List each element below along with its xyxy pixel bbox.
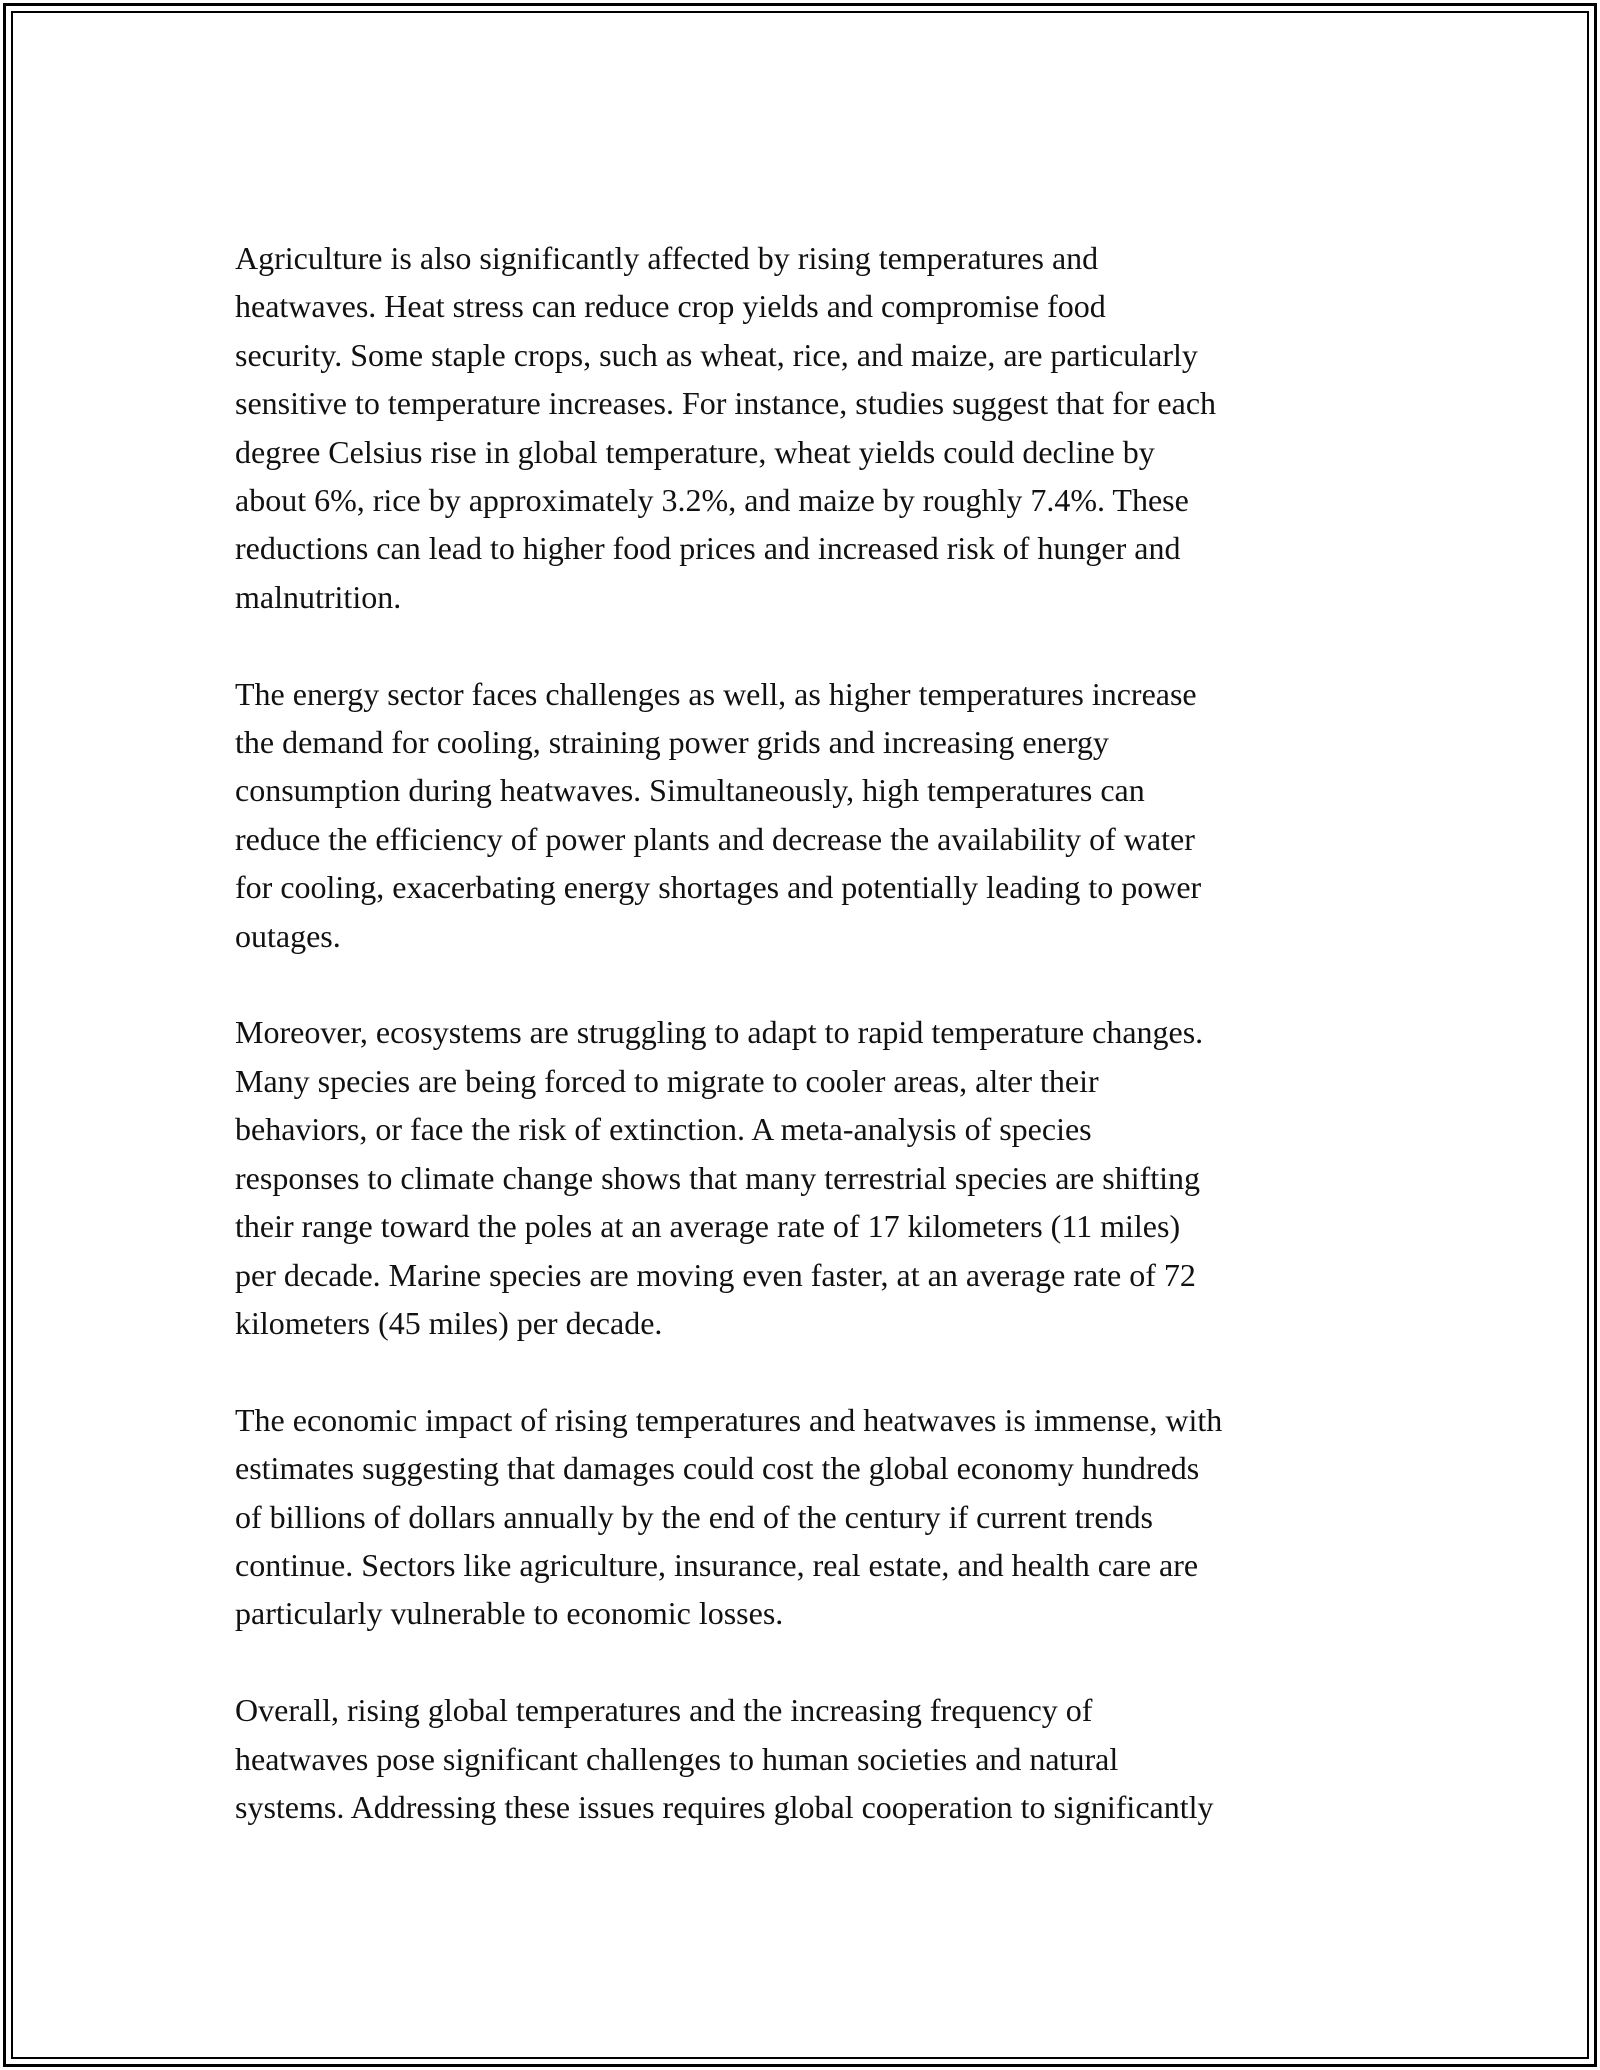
text-line: for cooling, exacerbating energy shortages and potentially leading to power xyxy=(235,869,1202,906)
text-line: reduce the efficiency of power plants and decrease the availability of water xyxy=(235,820,1195,857)
text-line: malnutrition. xyxy=(235,578,402,615)
text-line: heatwaves. Heat stress can reduce crop yields and compromise food xyxy=(235,288,1106,325)
text-line: about 6%, rice by approximately 3.2%, and maize by roughly 7.4%. These xyxy=(235,482,1189,519)
text-line: per decade. Marine species are moving even faster, at an average rate of 72 xyxy=(235,1256,1196,1293)
text-line: heatwaves pose significant challenges to human societies and natural xyxy=(235,1740,1119,1777)
text-line: reductions can lead to higher food prices and increased risk of hunger and xyxy=(235,530,1181,567)
text-line: security. Some staple crops, such as wheat, rice, and maize, are particularly xyxy=(235,336,1198,373)
paragraph-ecosystems xyxy=(235,1008,1375,1347)
text-line: The energy sector faces challenges as well, as higher temperatures increase xyxy=(235,675,1197,712)
text-line: of billions of dollars annually by the end of the century if current trends xyxy=(235,1498,1153,1535)
text-line: their range toward the poles at an average rate of 17 kilometers (11 miles) xyxy=(235,1208,1181,1245)
text-line: Many species are being forced to migrate to cooler areas, alter their xyxy=(235,1062,1099,1099)
text-line: sensitive to temperature increases. For instance, studies suggest that for each xyxy=(235,385,1217,422)
text-line: estimates suggesting that damages could cost the global economy hundreds xyxy=(235,1450,1200,1487)
text-line: behaviors, or face the risk of extinction. A meta-analysis of species xyxy=(235,1111,1092,1148)
text-line: the demand for cooling, straining power grids and increasing energy xyxy=(235,724,1109,761)
text-line: Agriculture is also significantly affected by rising temperatures and xyxy=(235,240,1099,276)
paragraph-energy xyxy=(235,670,1375,960)
text-line: Moreover, ecosystems are struggling to adapt to rapid temperature changes. xyxy=(235,1014,1204,1051)
paragraph-agriculture xyxy=(235,234,1375,621)
text-line: consumption during heatwaves. Simultaneously, high temperatures can xyxy=(235,772,1145,809)
text-line: responses to climate change shows that many terrestrial species are shifting xyxy=(235,1159,1201,1196)
paragraph-economic-impact xyxy=(235,1396,1375,1638)
text-line: particularly vulnerable to economic losses. xyxy=(235,1595,784,1632)
text-line: kilometers (45 miles) per decade. xyxy=(235,1304,663,1341)
text-line: The economic impact of rising temperatures and heatwaves is immense, with xyxy=(235,1401,1223,1438)
paragraph-overall xyxy=(235,1686,1375,1831)
document-body xyxy=(235,234,1375,1880)
text-line: continue. Sectors like agriculture, insurance, real estate, and health care are xyxy=(235,1546,1199,1583)
text-line: Overall, rising global temperatures and the increasing frequency of xyxy=(235,1692,1093,1729)
text-line: systems. Addressing these issues requires global cooperation to significantly xyxy=(235,1788,1214,1825)
text-line: outages. xyxy=(235,917,341,954)
text-line: degree Celsius rise in global temperature, wheat yields could decline by xyxy=(235,433,1155,470)
